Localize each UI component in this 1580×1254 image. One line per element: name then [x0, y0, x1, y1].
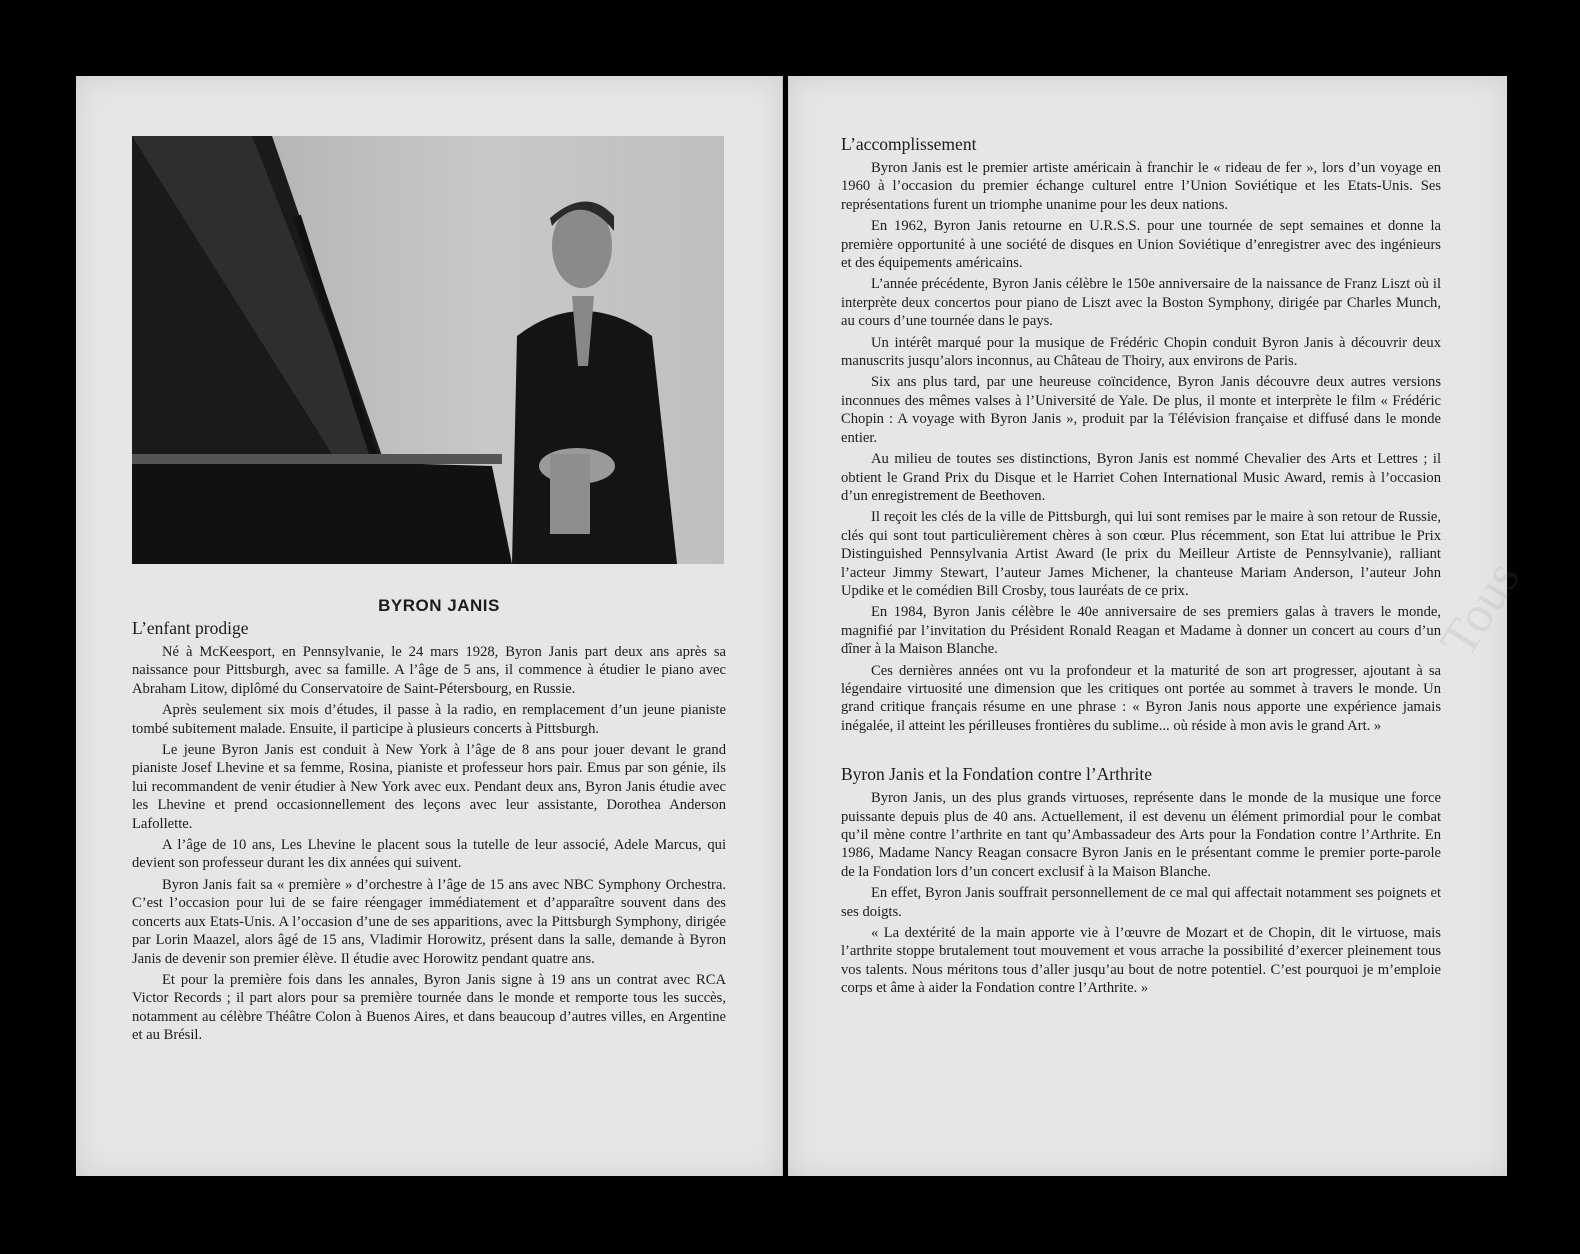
paragraph: Il reçoit les clés de la ville de Pittsburgh, qui lui sont remises par le maire à son retour de Russie, clés qui sont tout particulièrement chères à son cœur. Plus récemment, son Etat lui attribue le Prix Distinguished Pennsylvania Artist Award (le prix du Meilleur Artiste de Pennsylvanie), ralliant l’acteur Jimmy Stewart, l’auteur James Michener, la chanteuse Mariam Anderson, l’auteur John Updike et le comédien Bill Crosby, tous lauréats de ce prix.: [841, 509, 1441, 599]
pianist-photo: [132, 136, 724, 564]
paragraph: Byron Janis fait sa « première » d’orchestre à l’âge de 15 ans avec NBC Symphony Orchestra. C’est l’occasion pour lui de se faire réengager immédiatement et d’apparaître souvent dans des concerts aux Etats-Unis. A l’occasion d’une de ses apparitions, avec la Pittsburgh Symphony, dirigée par Lorin Maazel, alors âgé de 15 ans, Vladimir Horowitz, présent dans la salle, demande à Byron Janis de devenir son premier élève. Il étudie avec Horowitz pendant quatre ans.: [132, 876, 726, 967]
paragraph: Six ans plus tard, par une heureuse coïncidence, Byron Janis découvre deux autres versions inconnues des mêmes valses à l’Université de Yale. De plus, il monte et interprète le film « Frédéric Chopin : A voyage with Byron Janis », produit par la Télévision française et diffusé dans le monde entier.: [841, 374, 1441, 446]
section-title-accomplissement: L’accomplissement: [841, 134, 977, 154]
left-column: [132, 596, 726, 1048]
section-title-fondation: Byron Janis et la Fondation contre l’Arthrite: [841, 764, 1153, 785]
paragraph: Ces dernières années ont vu la profondeur et la maturité de son art progresser, ajoutant à sa légendaire virtuosité une dimension que les critiques ont portée au sommet à travers le monde. Un grand critique français résume en une phrase : « Byron Janis nous apporte une expérience jamais inégalée, il atteint les périlleuses frontières du sublime... où réside à mon avis le grand Art. »: [841, 662, 1441, 734]
paragraph: Après seulement six mois d’études, il passe à la radio, en remplacement d’un jeune pianiste tombé subitement malade. Ensuite, il participe à plusieurs concerts à Pittsburgh.: [132, 702, 726, 737]
paragraph: Le jeune Byron Janis est conduit à New York à l’âge de 8 ans pour jouer devant le grand pianiste Josef Lhevine et sa femme, Rosina, pianiste et professeur hors pair. Emus par son génie, ils lui recommandent de venir étudier à New York avec eux. Pendant deux ans, Byron Janis étudie avec les Lhevine et prend occasionnellement des leçons avec leur assistante, Dorothea Anderson Lafollette.: [132, 742, 726, 832]
paragraph: Au milieu de toutes ses distinctions, Byron Janis est nommé Chevalier des Arts et Lettres ; il obtient le Grand Prix du Disque et le Harriet Cohen International Music Award, remis à l’occasion d’un enregistrement de Beethoven.: [841, 451, 1441, 504]
paragraph: En 1984, Byron Janis célèbre le 40e anniversaire de ses premiers galas à travers le monde, magnifié par l’invitation du Président Ronald Reagan et Madame à donner un concert au cours d’un dîner à la Maison Blanche.: [841, 604, 1441, 658]
paragraph: Et pour la première fois dans les annales, Byron Janis signe à 19 ans un contrat avec RCA Victor Records ; il part alors pour sa première tournée dans le monde et remporte tous les succès, notamment au célèbre Théâtre Colon à Buenos Aires, et dans beaucoup d’autres villes, en Argentine et au Brésil.: [132, 971, 726, 1044]
paragraph: En 1962, Byron Janis retourne en U.R.S.S. pour une tournée de sept semaines et donne la première opportunité à une société de disques en Union Soviétique d’enregistrer avec des ingénieurs et des équipements américains.: [841, 218, 1441, 272]
left-page: [76, 76, 783, 1176]
paragraph: Byron Janis est le premier artiste américain à franchir le « rideau de fer », lors d’un voyage en 1960 à l’occasion du premier échange culturel entre l’Union Soviétique et les Etats-Unis. Ses représentations furent un triomphe unanime pour les deux nations.: [841, 160, 1441, 213]
paragraph: Né à McKeesport, en Pennsylvanie, le 24 mars 1928, Byron Janis part deux ans après sa naissance pour Pittsburgh, avec sa famille. A l’âge de 5 ans, il commence à étudier le piano avec Abraham Litow, diplômé du Conservatoire de Saint-Pétersbourg, en Russie.: [132, 644, 726, 697]
article-title: BYRON JANIS: [378, 596, 500, 615]
paragraph: A l’âge de 10 ans, Les Lhevine le placent sous la tutelle de leur associé, Adele Marcus, qui devient son professeur durant les dix années qui suivent.: [132, 837, 726, 872]
paragraph: « La dextérité de la main apporte vie à l’œuvre de Mozart et de Chopin, dit le virtuose, mais l’arthrite stoppe brutalement tout mouvement et vous arrache la possibilité d’exercer pleinement tous vos talents. Nous méritons tous d’aller jusqu’au bout de notre potentiel. C’est pourquoi je m’emploie corps et âme à aider la Fondation contre l’Arthrite. »: [841, 925, 1441, 997]
paragraph: Un intérêt marqué pour la musique de Frédéric Chopin conduit Byron Janis à découvrir deux manuscrits jusqu’alors inconnus, au Château de Thoiry, aux environs de Paris.: [841, 334, 1441, 370]
paragraph: Byron Janis, un des plus grands virtuoses, représente dans le monde de la musique une force puissante depuis plus de 40 ans. Actuellement, il est devenu un élément primordial pour le combat qu’il mène contre l’arthrite en tant qu’Ambassadeur des Arts pour la Fondation contre l’Arthrite. En 1986, Madame Nancy Reagan consacre Byron Janis en le présentant comme le premier porte-parole de la Fondation lors d’un concert exclusif à la Maison Blanche.: [841, 790, 1441, 880]
right-column: [841, 134, 1441, 1001]
paragraph: En effet, Byron Janis souffrait personnellement de ce mal qui affectait notamment ses poignets et ses doigts.: [841, 885, 1441, 920]
section-title-enfant-prodige: L’enfant prodige: [132, 618, 249, 638]
right-page: [788, 76, 1532, 1176]
watermark: Tous: [1429, 551, 1532, 667]
paragraph: L’année précédente, Byron Janis célèbre le 150e anniversaire de la naissance de Franz Liszt où il interprète deux concertos pour piano de Liszt avec la Boston Symphony, dirigée par Charles Munch, au cours d’une tournée dans le pays.: [841, 276, 1441, 330]
pianist-photo-image: [132, 136, 724, 564]
